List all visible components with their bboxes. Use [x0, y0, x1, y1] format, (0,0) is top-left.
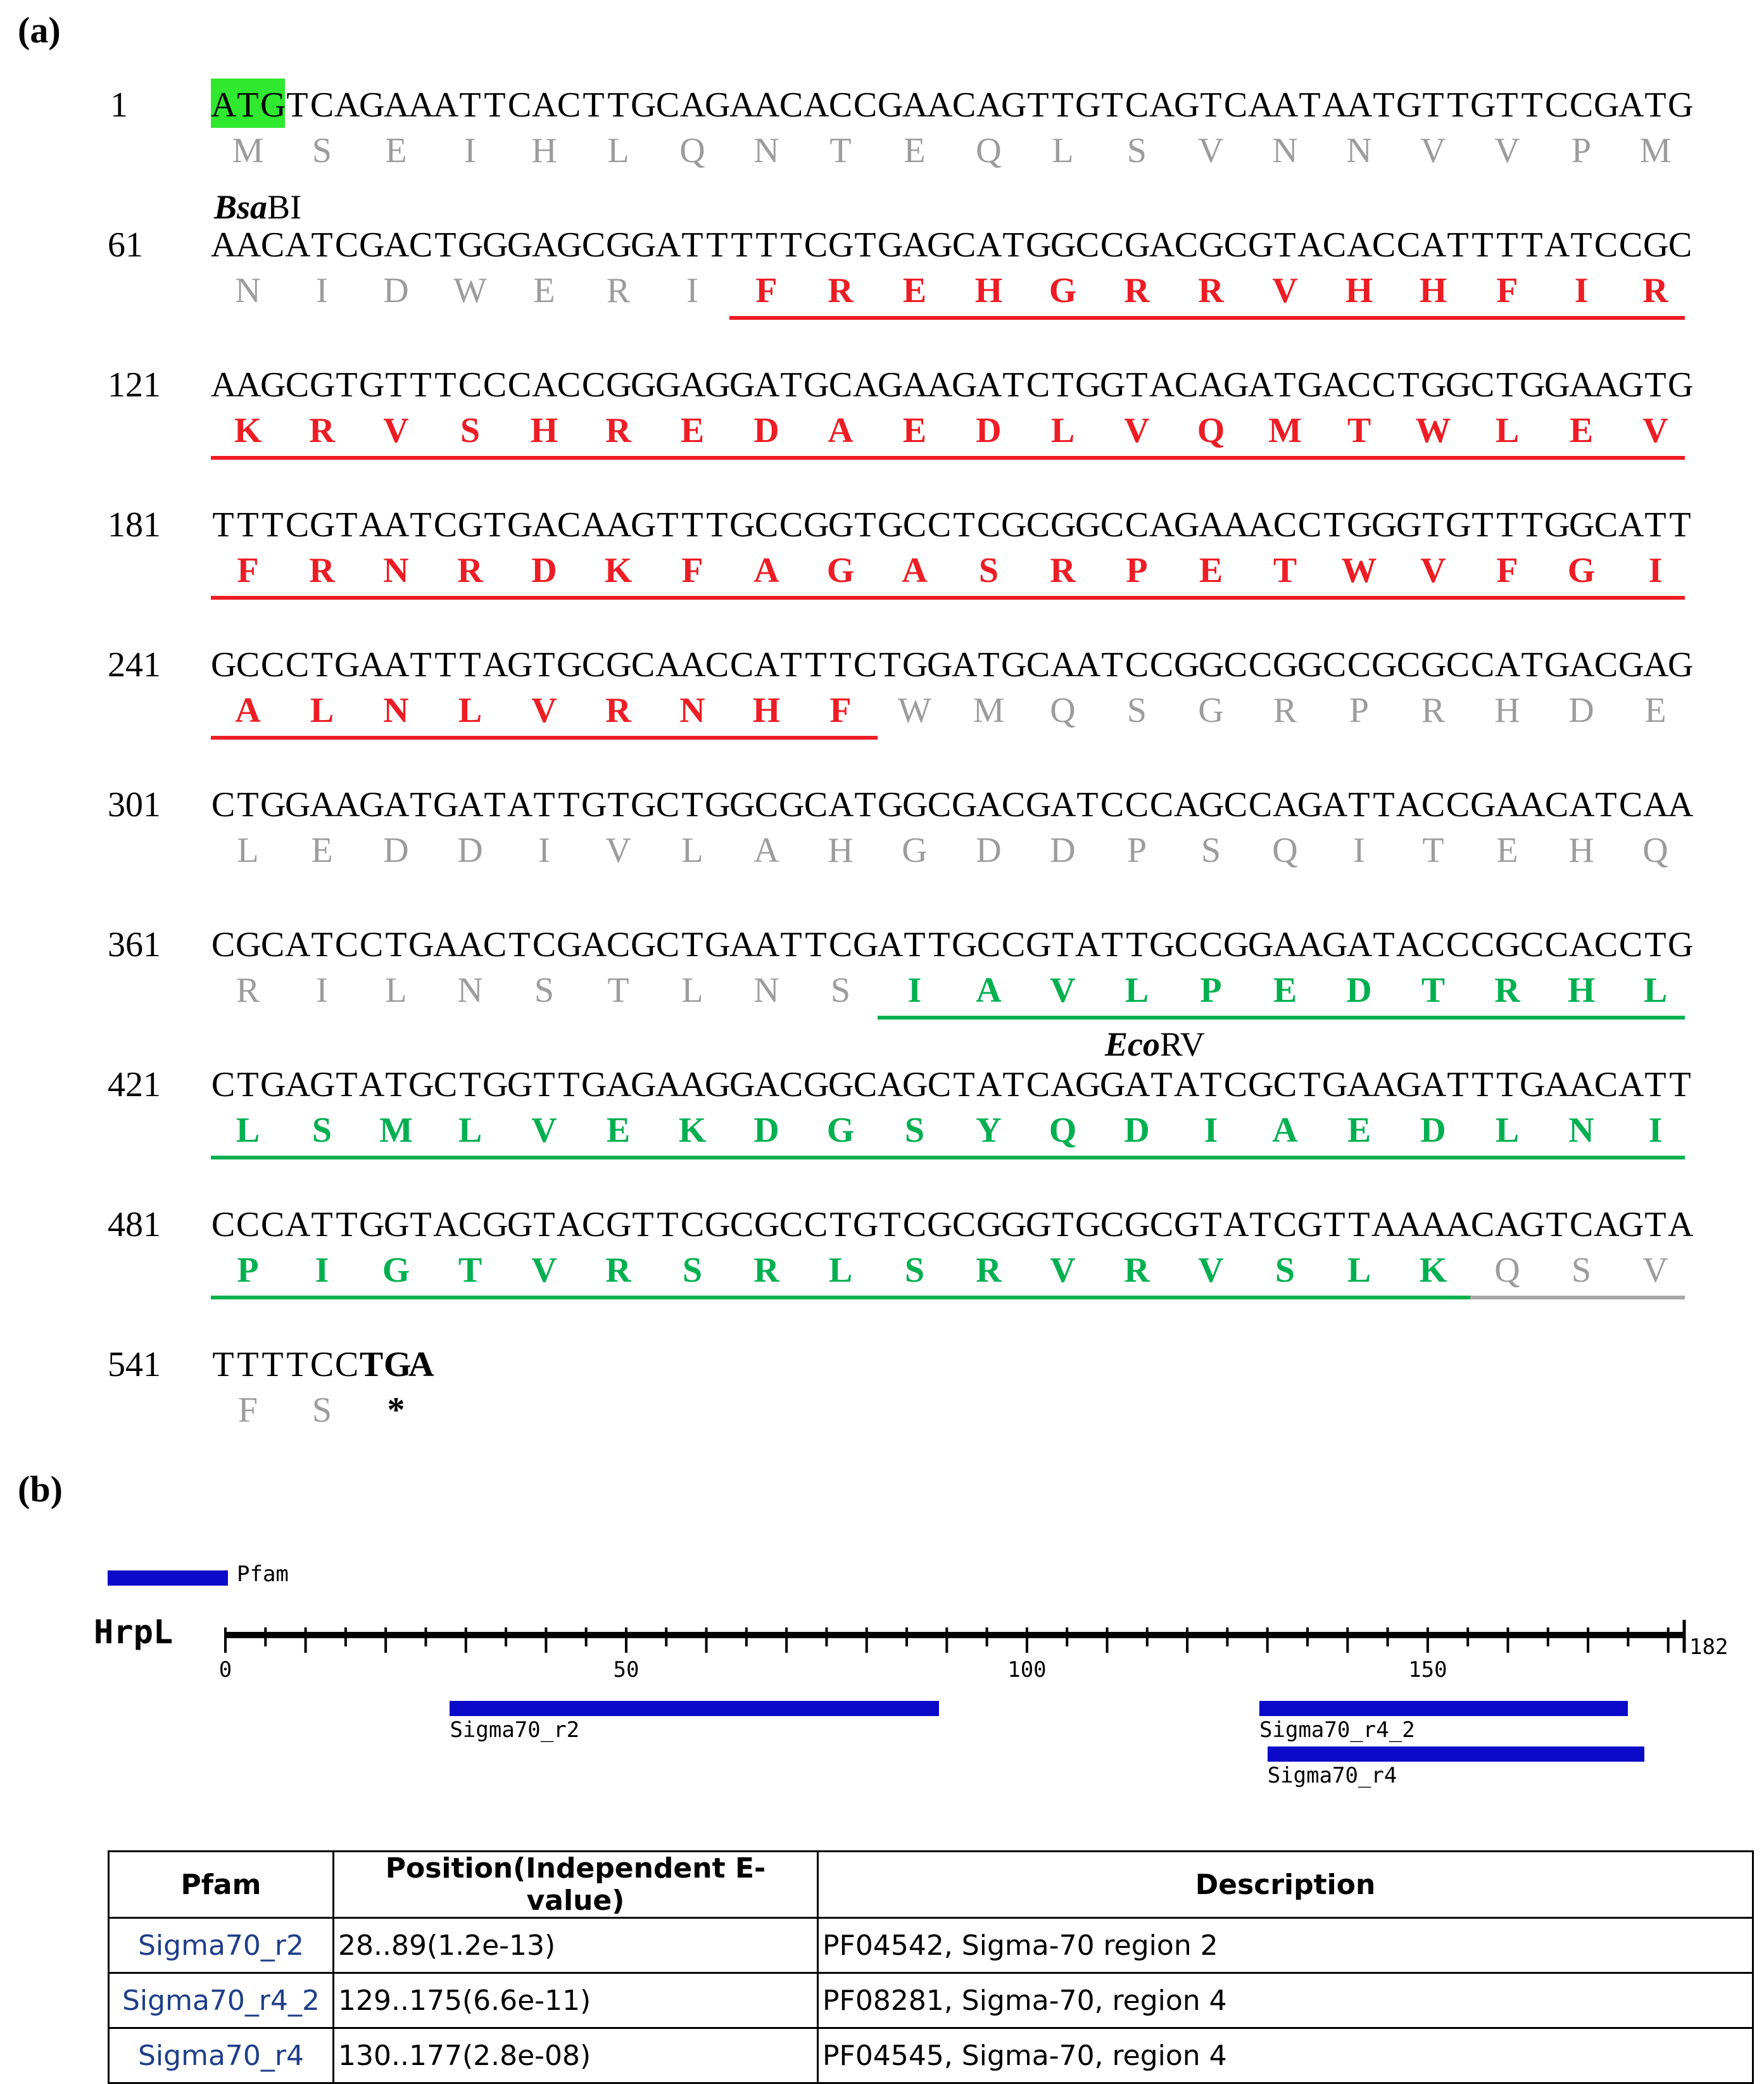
description-cell: PF04542, Sigma-70 region 2: [818, 1918, 1753, 1973]
sequence-position: 181: [108, 505, 161, 545]
pfam-link[interactable]: Sigma70_r4_2: [109, 1973, 334, 2028]
nucleotide-sequence: C T G G A A G A T G A T A T T G T G C T G G C G C A T G G C G A C G A T C C C A G C C A G A T T A C C G A A C A T C A A: [211, 785, 1694, 824]
nucleotide-sequence: C G C A T C C T G A A C T C G A C G C T G A A T T C G A T T G C C G T A T T G C C G G A A G A T A C C C G C C A C C T G: [211, 925, 1694, 964]
table-row: [109, 1973, 1753, 2028]
pfam-link[interactable]: Sigma70_r2: [109, 1918, 334, 1973]
pfam-link[interactable]: Sigma70_r4: [109, 2028, 334, 2083]
amino-acid-translation: L E D D I V L A H G D D P S Q I T E H Q: [237, 831, 1668, 870]
header-description: Description: [818, 1852, 1753, 1918]
axis-tick-label: 100: [1007, 1657, 1047, 1683]
amino-acid-translation: M S E I H L Q N T E Q L S V N N V V P M: [232, 131, 1672, 170]
panel-label-b: (b): [18, 1468, 63, 1510]
domain-bar-sigma70_r4_2[interactable]: [1259, 1701, 1628, 1716]
axis-tick-label: 150: [1408, 1657, 1447, 1683]
position-cell: 28..89(1.2e-13): [334, 1918, 818, 1973]
description-cell: PF04545, Sigma-70, region 4: [818, 2028, 1753, 2083]
amino-acid-translation: N I D W E R I F R E H G R R V H H F I R: [235, 271, 1668, 310]
table-row: [109, 2028, 1753, 2083]
amino-acid-translation: A L N L V R N H F W M Q S G R P R H D E: [235, 691, 1666, 730]
table-header-row: [109, 1852, 1753, 1918]
axis-tick-label: 0: [218, 1657, 232, 1683]
amino-acid-translation: P I G T V R S R L S R V R V S L K Q S V: [237, 1251, 1668, 1290]
ecorv-site-label: EcoRV: [1105, 1025, 1205, 1063]
axis-tick-label: 50: [613, 1657, 639, 1683]
description-cell: PF08281, Sigma-70, region 4: [818, 1973, 1753, 2028]
sequence-position: 301: [108, 785, 161, 824]
domain-label: Sigma70_r4_2: [1259, 1717, 1415, 1743]
amino-acid-translation: R I L N S T L N S I A V L P E D T R H L: [236, 971, 1668, 1010]
domain-label: Sigma70_r2: [450, 1717, 580, 1743]
sequence-position: 361: [108, 925, 161, 964]
sequence-position: 61: [108, 225, 143, 265]
panel-label-a: (a): [18, 9, 61, 51]
bsabi-site-label: BsaBI: [214, 188, 302, 226]
axis-end-label: 182: [1689, 1634, 1729, 1660]
sequence-position: 541: [108, 1345, 161, 1384]
pfam-table: [108, 1850, 1754, 2084]
domain-bar-sigma70_r4[interactable]: [1268, 1746, 1644, 1762]
amino-acid-translation: K R V S H R E D A E D L V Q M T W L E V: [234, 411, 1668, 450]
nucleotide-sequence: A T G T C A G A A A T T C A C T T G C A G A A C A C C G A A C A G T T G T C A G T C A A T A A T G T T G T T C C G A T G: [211, 85, 1694, 125]
sequence-position: 421: [108, 1065, 161, 1104]
domain-bar-sigma70_r2[interactable]: [450, 1701, 938, 1716]
nucleotide-sequence: A A C A T C G A C T G G G A G C G G A T T T T T C G T G A G C A T G G C C G A C G C G T A C A C C A T T T T A T C C G C: [211, 225, 1692, 265]
sequence-position: 121: [108, 365, 161, 405]
sequence-position: 241: [108, 645, 161, 685]
nucleotide-sequence: C T G A G T A T G C T G G T T G A G A A G G A C G G C A G C T A T C A G G A T A T C G C T G A A G A T T T G A A C A T T: [211, 1065, 1691, 1104]
nucleotide-sequence: T T T C G T A A T C G T G A C A A G T T T G C C G G T G C C T C G C G G C C A G A A A C C T G G G T G T T T G G C A T T: [212, 505, 1691, 545]
sequence-position: 481: [108, 1205, 161, 1244]
nucleotide-sequence: G C C C T G A A T T T A G T G C G C A A C C A T T T C T G G A T G C A A T C C G G C C G G C C G C G C C A T G A C G A G: [211, 645, 1694, 685]
nucleotide-sequence: C C C A T T G G T A C G G T A C G T T C G C G C C T G T C G C G G G T G C G C G T A T C G T T A A A A C A G T C A G T A: [211, 1205, 1694, 1244]
amino-acid-translation: L S M L V E K D G S Y Q D I A E D L N I: [236, 1111, 1663, 1150]
position-cell: 130..177(2.8e-08): [334, 2028, 818, 2083]
domain-label: Sigma70_r4: [1267, 1763, 1397, 1788]
nucleotide-sequence: A A G C G T G T T T C C C A C C G G G A G G A T G C A G A A G A T C T G G T A C A G A T G A C C T G G C T G G A A G T G: [211, 365, 1694, 405]
header-position: Position(Independent E-value): [334, 1852, 818, 1918]
pfam-legend-label: Pfam: [237, 1562, 289, 1587]
protein-name: HrpL: [94, 1614, 173, 1651]
amino-acid-translation: F R N R D K F A G A S R P E T W V F G I: [237, 551, 1663, 590]
sequence-position: 1: [110, 85, 128, 125]
position-cell: 129..175(6.6e-11): [334, 1973, 818, 2028]
table-row: [109, 1918, 1753, 1973]
header-pfam: Pfam: [109, 1852, 334, 1918]
amino-acid-translation: F S *: [237, 1391, 405, 1430]
nucleotide-sequence: T T T T C C T G A: [212, 1345, 434, 1384]
